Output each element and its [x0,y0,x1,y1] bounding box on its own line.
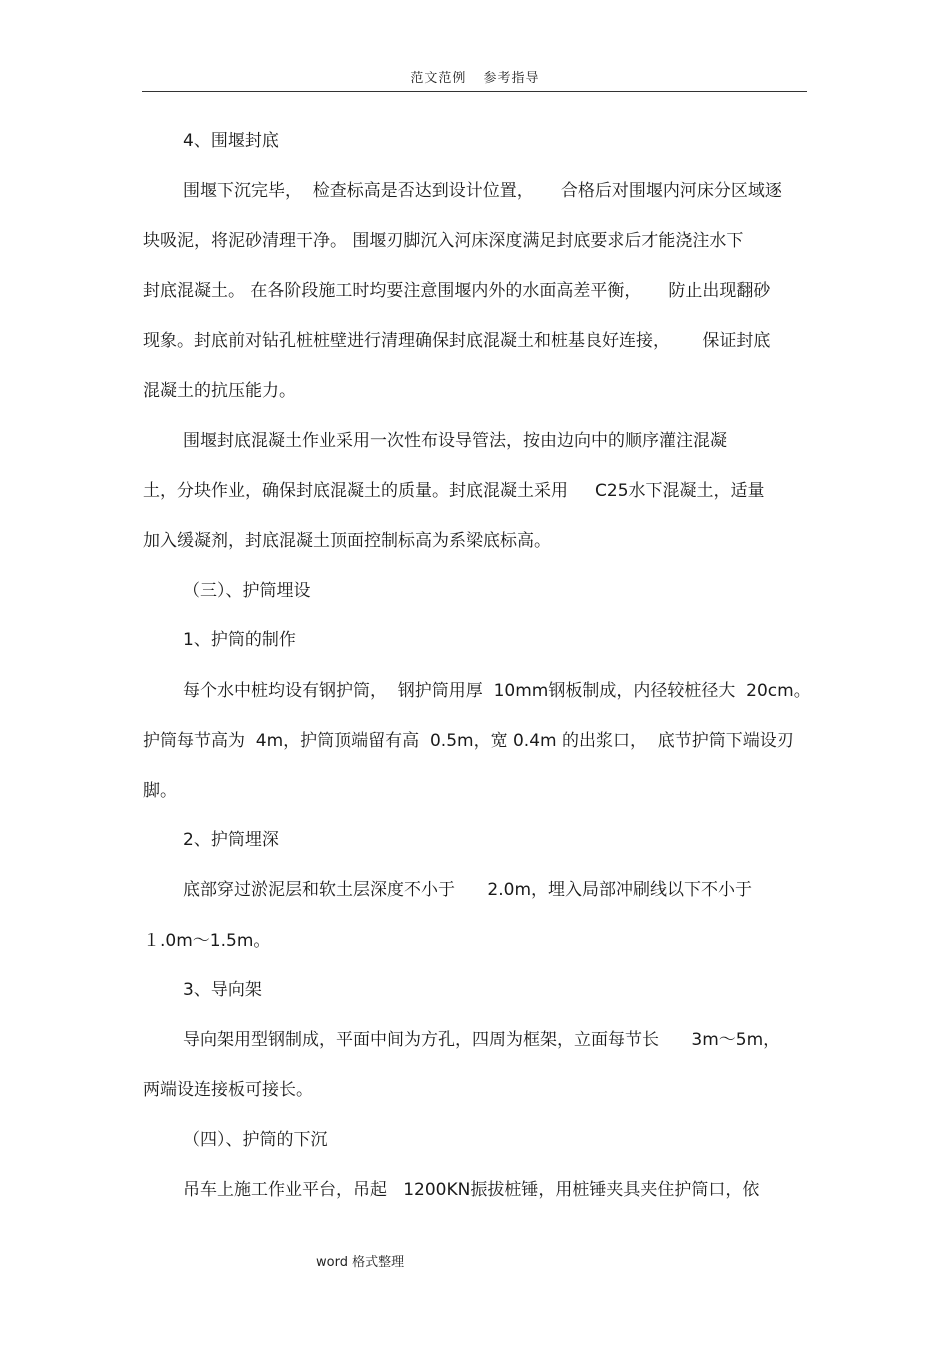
header-divider [142,91,807,92]
subheading-casing-depth: 2、护筒埋深 [183,830,279,850]
paragraph-line: 封底混凝土。 在各阶段施工时均要注意围堰内外的水面高差平衡， 防止出现翻砂 [143,281,771,301]
subheading-casing-fabrication: 1、护筒的制作 [183,630,296,650]
section-heading-3: （三）、护筒埋设 [183,581,311,601]
paragraph-line: 块吸泥，将泥砂清理干净。 围堰刃脚沉入河床深度满足封底要求后才能浇注水下 [143,231,744,251]
paragraph-line: 底部穿过淤泥层和软土层深度不小于 2.0m，埋入局部冲刷线以下不小于 [183,880,753,900]
paragraph-line: 混凝土的抗压能力。 [143,381,296,401]
section-heading-4: （四）、护筒的下沉 [183,1130,328,1150]
page-header: 范文范例 参考指导 [410,71,540,86]
paragraph-line: 围堰下沉完毕， 检查标高是否达到设计位置， 合格后对围堰内河床分区域逐 [183,181,782,201]
paragraph-line: 导向架用型钢制成，平面中间为方孔，四周为框架，立面每节长 3m～5m， [183,1030,781,1050]
paragraph-line: 加入缓凝剂，封底混凝土顶面控制标高为系梁底标高。 [143,531,551,551]
page-footer: word 格式整理 [316,1255,405,1270]
paragraph-line: 脚。 [143,781,177,801]
paragraph-line: 每个水中桩均设有钢护筒， 钢护筒用厚 10mm钢板制成，内径较桩径大 20cm。 [183,681,811,701]
paragraph-line: １.0m～1.5m。 [143,931,271,951]
paragraph-line: 吊车上施工作业平台，吊起 1200KN振拔桩锤，用桩锤夹具夹住护筒口，依 [183,1180,760,1200]
paragraph-line: 两端设连接板可接长。 [143,1080,313,1100]
paragraph-line: 现象。封底前对钻孔桩桩壁进行清理确保封底混凝土和桩基良好连接， 保证封底 [143,331,771,351]
heading-4-cofferdam-bottom-seal: 4、围堰封底 [183,131,279,151]
paragraph-line: 护筒每节高为 4m，护筒顶端留有高 0.5m，宽 0.4m 的出浆口， 底节护筒下端设刃 [143,731,794,751]
paragraph-line: 土，分块作业，确保封底混凝土的质量。封底混凝土采用 C25水下混凝土，适量 [143,481,765,501]
subheading-guide-frame: 3、导向架 [183,980,262,1000]
paragraph-line: 围堰封底混凝土作业采用一次性布设导管法，按由边向中的顺序灌注混凝 [183,431,727,451]
